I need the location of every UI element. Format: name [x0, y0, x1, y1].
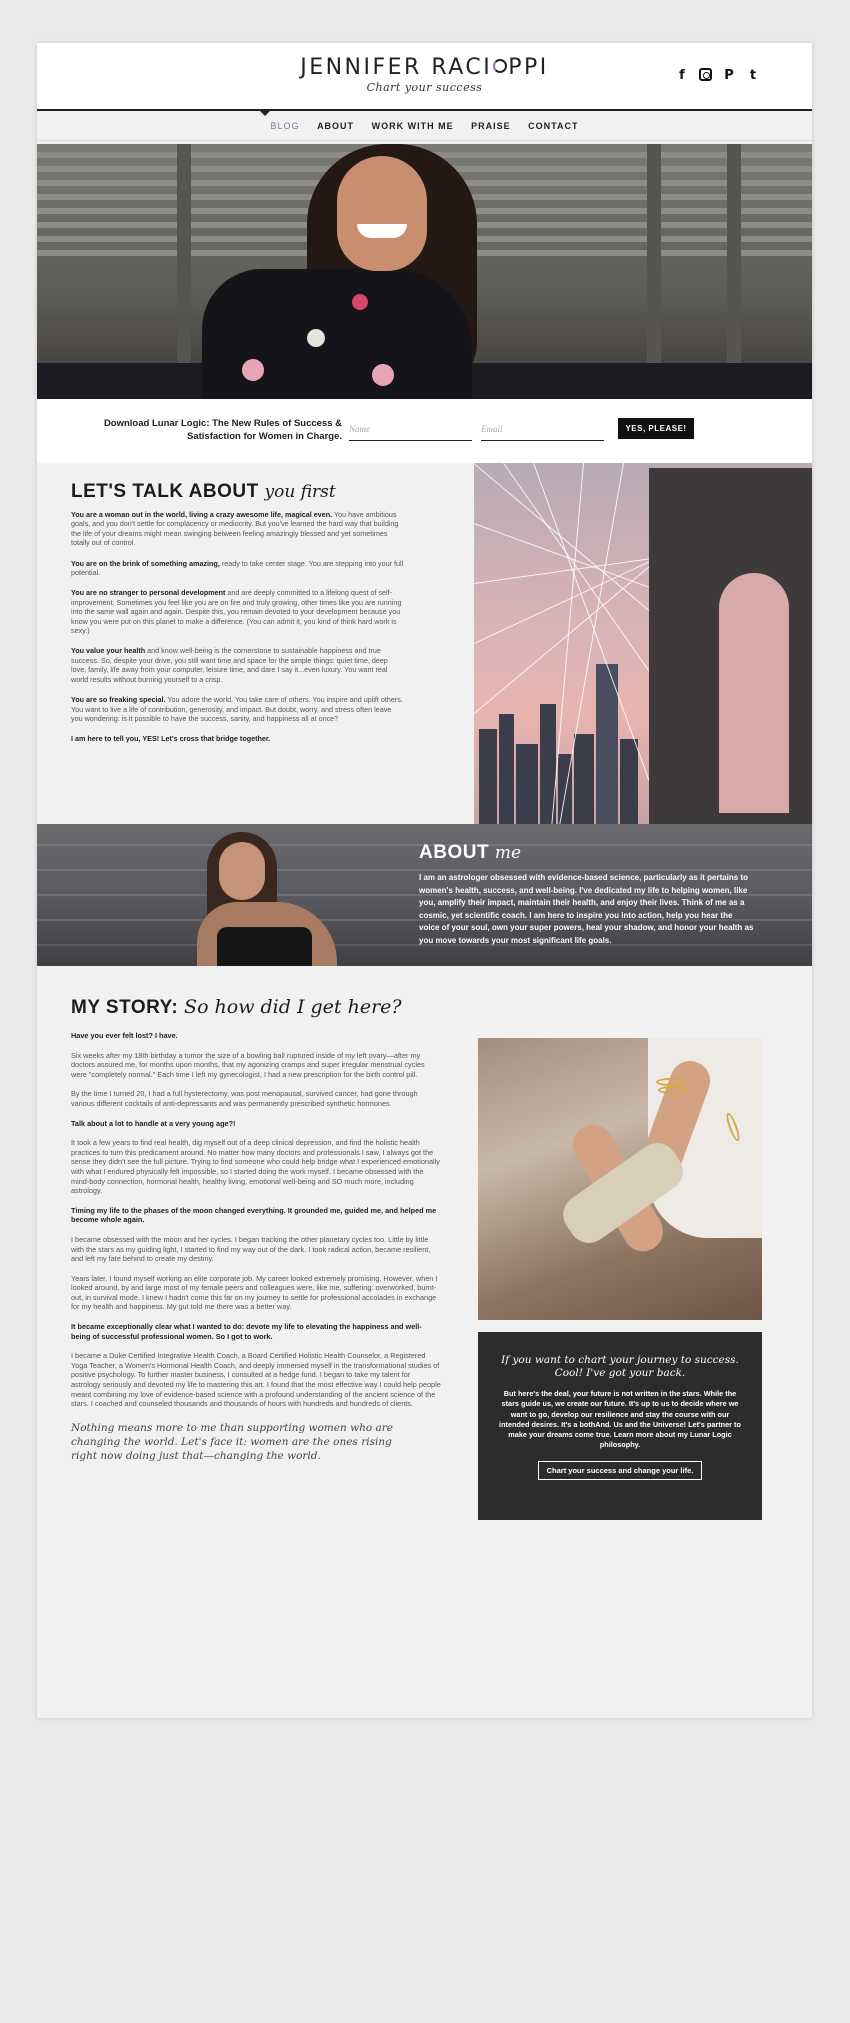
story-paragraph: It took a few years to find real health, dig myself out of a deep clinical depression, and find the holistic health practices to turn this predicament around. No matter how many doctors and professionals I saw, I always got the sense they didn't see the full picture. Trying to find someone who could help bridge what I experienced emotionally with what I endured physically felt impossible, so I started doing the work myself. I became obsessed with the mind-body connection, hormonal health, healthy living, emotional well-being and SO much more, including astrology. [71, 1138, 440, 1196]
story-paragraph: Have you ever felt lost? I have. [71, 1031, 178, 1040]
story-paragraph: Years later, I found myself working an elite corporate job. My career looked extremely promising. However, when I looked around, by and large most of my female peers and colleagues were, like me, suffering: overworked, burnt-out, in survival mode. I knew I hadn't come this far on my journey to settle for professional accolades in exchange for my health and happiness. My gut told me there was a better way. [71, 1273, 438, 1312]
cta-body: But here's the deal, your future is not written in the stars. While the stars guide us, we create our future. It's up to us to decide where we want to go, develop our resilience and stay the course with our intended desires. It's a bothAnd. Us and the Universe! Let's partner to make your dreams come true. Learn more about my Lunar Logic philosophy. [499, 1389, 741, 1450]
logo-tagline: Chart your success [366, 81, 483, 94]
nav-item-work-with-me[interactable]: WORK WITH ME [371, 121, 454, 131]
sage-bundle-image [478, 1038, 762, 1320]
about-text: I am an astrologer obsessed with evidence-based science, particularly as it pertains to women's health, success, and well-being. I've dedicated my life to helping women, like you, amplify their impact, maintain their health, and enjoy their lives. Think of me as a cosmic, yet scientific coach. I am here to inspire you into action, help you hear the voice of your soul, own your super powers, heal your shadow, and honor your health as you move towards your most significant life goals. [419, 873, 754, 945]
story-paragraph: Timing my life to the phases of the moon changed everything. It grounded me, guided me, and helped me become whole again. [71, 1205, 437, 1225]
story-closing-quote: Nothing means more to me than supporting women who are changing the world. Let's face it: women are the ones rising right now doing just that—changing the world. [71, 1421, 393, 1462]
nav-item-contact[interactable]: CONTACT [528, 121, 579, 131]
story-paragraph: It became exceptionally clear what I wanted to do: devote my life to elevating the happiness and well-being of successful professional women. So I got to work. [71, 1322, 422, 1341]
nav-active-indicator [260, 111, 270, 116]
twitter-icon[interactable]: t [749, 68, 757, 83]
lets-talk-section [37, 463, 434, 824]
talk-paragraph: You are on the brink of something amazing, ready to take center stage. You are stepping into your full potential. [71, 558, 404, 578]
brooklyn-bridge-image [474, 463, 812, 824]
talk-paragraph: You are a woman out in the world, living a crazy awesome life, magical even. You have ambitious goals, and you don't settle for complacency or mediocrity. But you've learned the hard way that building the life of your dreams might mean swinging between feeling amazingly blessed and yet sometimes totally out of control. [71, 510, 399, 548]
nav-bottom-rule [37, 140, 812, 141]
story-paragraph: Talk about a lot to handle at a very young age?! [71, 1118, 236, 1128]
pinterest-icon[interactable]: P [724, 68, 734, 83]
nav-divider [37, 109, 812, 111]
chart-success-button[interactable]: Chart your success and change your life. [538, 1461, 703, 1480]
social-links [675, 68, 760, 83]
nav-item-blog[interactable]: BLOG [270, 121, 300, 131]
story-paragraph: I became obsessed with the moon and her cycles. I began tracking the other planetary cycles too. Little by little with the stars as my guiding light, I started to find my way out of the dark. I took radical action, became resilient, and left my fate behind to create my destiny. [71, 1234, 431, 1264]
moon-icon [493, 59, 507, 73]
nav-item-praise[interactable]: PRAISE [471, 121, 511, 131]
talk-paragraph: You are no stranger to personal development and are deeply committed to a lifelong quest of self-improvement. Sometimes you feel like you are on fire and truly growing, other times like you are running into the same wall again and again. Despite this, you remain devoted to your development because you know you were put on this planet to make a difference. (You can admit it, you kind of think hard work is sexy.) [71, 588, 402, 636]
nav-item-about[interactable]: ABOUT [317, 121, 355, 131]
hero-portrait [202, 144, 482, 399]
story-paragraph: By the time I turned 20, I had a full hysterectomy, was post menopausal, survived cancer, had gone through various different cocktails of anti-depressants and was permanently prescribed synthetic hormones. [71, 1089, 418, 1108]
optin-text: Download Lunar Logic: The New Rules of Success & Satisfaction for Women in Charge. [103, 418, 342, 442]
talk-paragraph: You value your health and know well-being is the cornerstone to sustainable happiness and true success. So, despite your drive, you still want time and space for the simple things: quiet time, deep love, family, life away from your computer, leisure time, and dare I say it...even luxury. You want real world results without burning yourself to a crisp. [71, 646, 388, 684]
story-paragraph: Six weeks after my 18th birthday a tumor the size of a bowling ball ruptured inside of my left ovary—after my doctors assured me, for months upon months, that my agonizing cramps and super irregular menstrual cycles were "completely normal." Each time I left my gynecologist, I had a new prescription for the birth control pill. [71, 1050, 425, 1079]
name-field[interactable]: Name [349, 421, 472, 441]
facebook-icon[interactable]: f [679, 68, 685, 83]
chart-success-box [478, 1332, 762, 1520]
my-story-section [71, 996, 441, 1463]
talk-paragraph: You are so freaking special. You adore the world. You take care of others. You inspire and uplift others. You want to live a life of contribution, generosity, and impact. But doubt, worry, and stress often leave you wondering: is it possible to have the success, sanity, and happiness all at once? [71, 695, 403, 723]
yes-please-button[interactable]: YES, PLEASE! [618, 418, 694, 439]
page [37, 43, 812, 1718]
logo-name: JENNIFER RACI PPI [300, 55, 549, 80]
cta-heading: If you want to chart your journey to success. Cool! I've got your back. [501, 1354, 739, 1379]
email-field[interactable]: Email [481, 421, 604, 441]
instagram-icon[interactable] [699, 68, 712, 81]
hero-image [37, 144, 812, 399]
about-portrait [187, 832, 347, 966]
talk-closing: I am here to tell you, YES! Let's cross that bridge together. [71, 734, 271, 744]
about-me-section [37, 824, 812, 966]
main-nav [37, 121, 812, 131]
my-story-heading: MY STORY: So how did I get here? [71, 996, 402, 1018]
lets-talk-heading: LET'S TALK ABOUT you first [71, 481, 336, 502]
story-paragraph: I became a Duke Certified Integrative Health Coach, a Board Certified Holistic Health Counselor, a Registered Yoga Teacher, a Women's Hormonal Health Coach, and deeply immersed myself in the transformational studies of positive psychology. To further master business, I consulted at a hedge fund. I began to take my talent for astrology seriously and devoted my life to mastering this art. I found that the most effective way I could help people meant combining my love of evidence-based science with a profound understanding of the ancient science of the stars. I coached and counseled thousands and thousands of hours with hundreds and hundreds of clients. [71, 1351, 441, 1409]
optin-bar [37, 399, 812, 463]
site-header [37, 43, 812, 109]
about-heading: ABOUT me [419, 842, 522, 863]
